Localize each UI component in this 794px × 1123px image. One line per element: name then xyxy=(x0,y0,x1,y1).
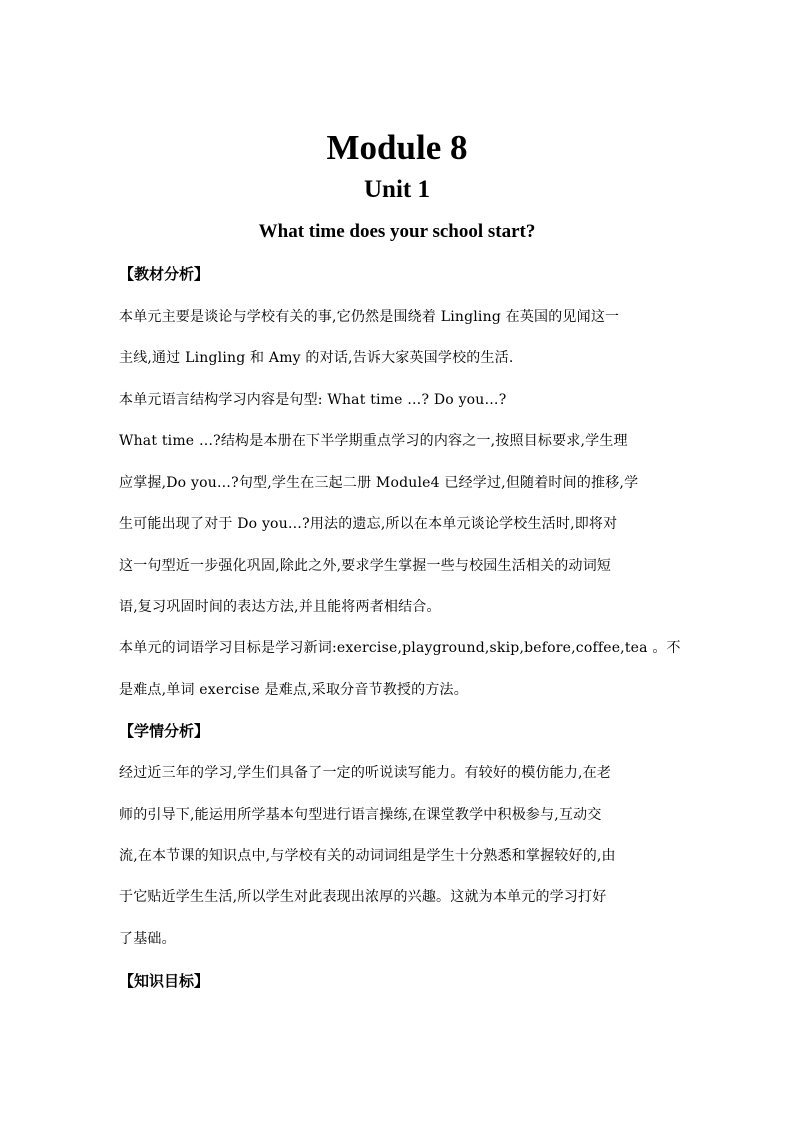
paragraph-line: 主线,通过 Lingling 和 Amy 的对话,告诉大家英国学校的生活. xyxy=(119,350,514,366)
module-title: Module 8 xyxy=(326,128,468,167)
paragraph-line: 本单元语言结构学习内容是句型: What time …? Do you…? xyxy=(119,392,507,408)
paragraph-line: What time …?结构是本册在下半学期重点学习的内容之一,按照目标要求,学生理 xyxy=(119,433,628,449)
paragraph-line: 师的引导下,能运用所学基本句型进行语言操练,在课堂教学中积极参与,互动交 xyxy=(119,807,602,823)
paragraph-line: 经过近三年的学习,学生们具备了一定的听说读写能力。有较好的模仿能力,在老 xyxy=(119,765,612,781)
paragraph-line: 应掌握,Do you…?句型,学生在三起二册 Module4 已经学过,但随着时间的推移,学 xyxy=(119,475,639,491)
paragraph-line: 本单元主要是谈论与学校有关的事,它仍然是围绕着 Lingling 在英国的见闻这一 xyxy=(119,309,620,325)
lesson-subtitle: What time does your school start? xyxy=(258,221,536,242)
section-heading-students: 【学情分析】 xyxy=(119,722,210,740)
paragraph-line: 流,在本节课的知识点中,与学校有关的动词词组是学生十分熟悉和掌握较好的,由 xyxy=(119,848,616,864)
unit-title: Unit 1 xyxy=(364,176,430,203)
paragraph-line: 是难点,单词 exercise 是难点,采取分音节教授的方法。 xyxy=(119,682,468,698)
paragraph-line: 生可能出现了对于 Do you…?用法的遗忘,所以在本单元谈论学校生活时,即将对 xyxy=(119,516,618,532)
section-heading-material: 【教材分析】 xyxy=(119,265,210,283)
paragraph-line: 语,复习巩固时间的表达方法,并且能将两者相结合。 xyxy=(119,599,441,615)
paragraph-line: 本单元的词语学习目标是学习新词:exercise,playground,skip,before,coffee,tea 。不 xyxy=(119,640,681,656)
paragraph-line: 这一句型近一步强化巩固,除此之外,要求学生掌握一些与校园生活相关的动词短 xyxy=(119,558,612,574)
section-heading-knowledge: 【知识目标】 xyxy=(119,972,210,990)
paragraph-line: 了基础。 xyxy=(119,931,176,947)
paragraph-line: 于它贴近学生生活,所以学生对此表现出浓厚的兴趣。这就为本单元的学习打好 xyxy=(119,889,607,905)
